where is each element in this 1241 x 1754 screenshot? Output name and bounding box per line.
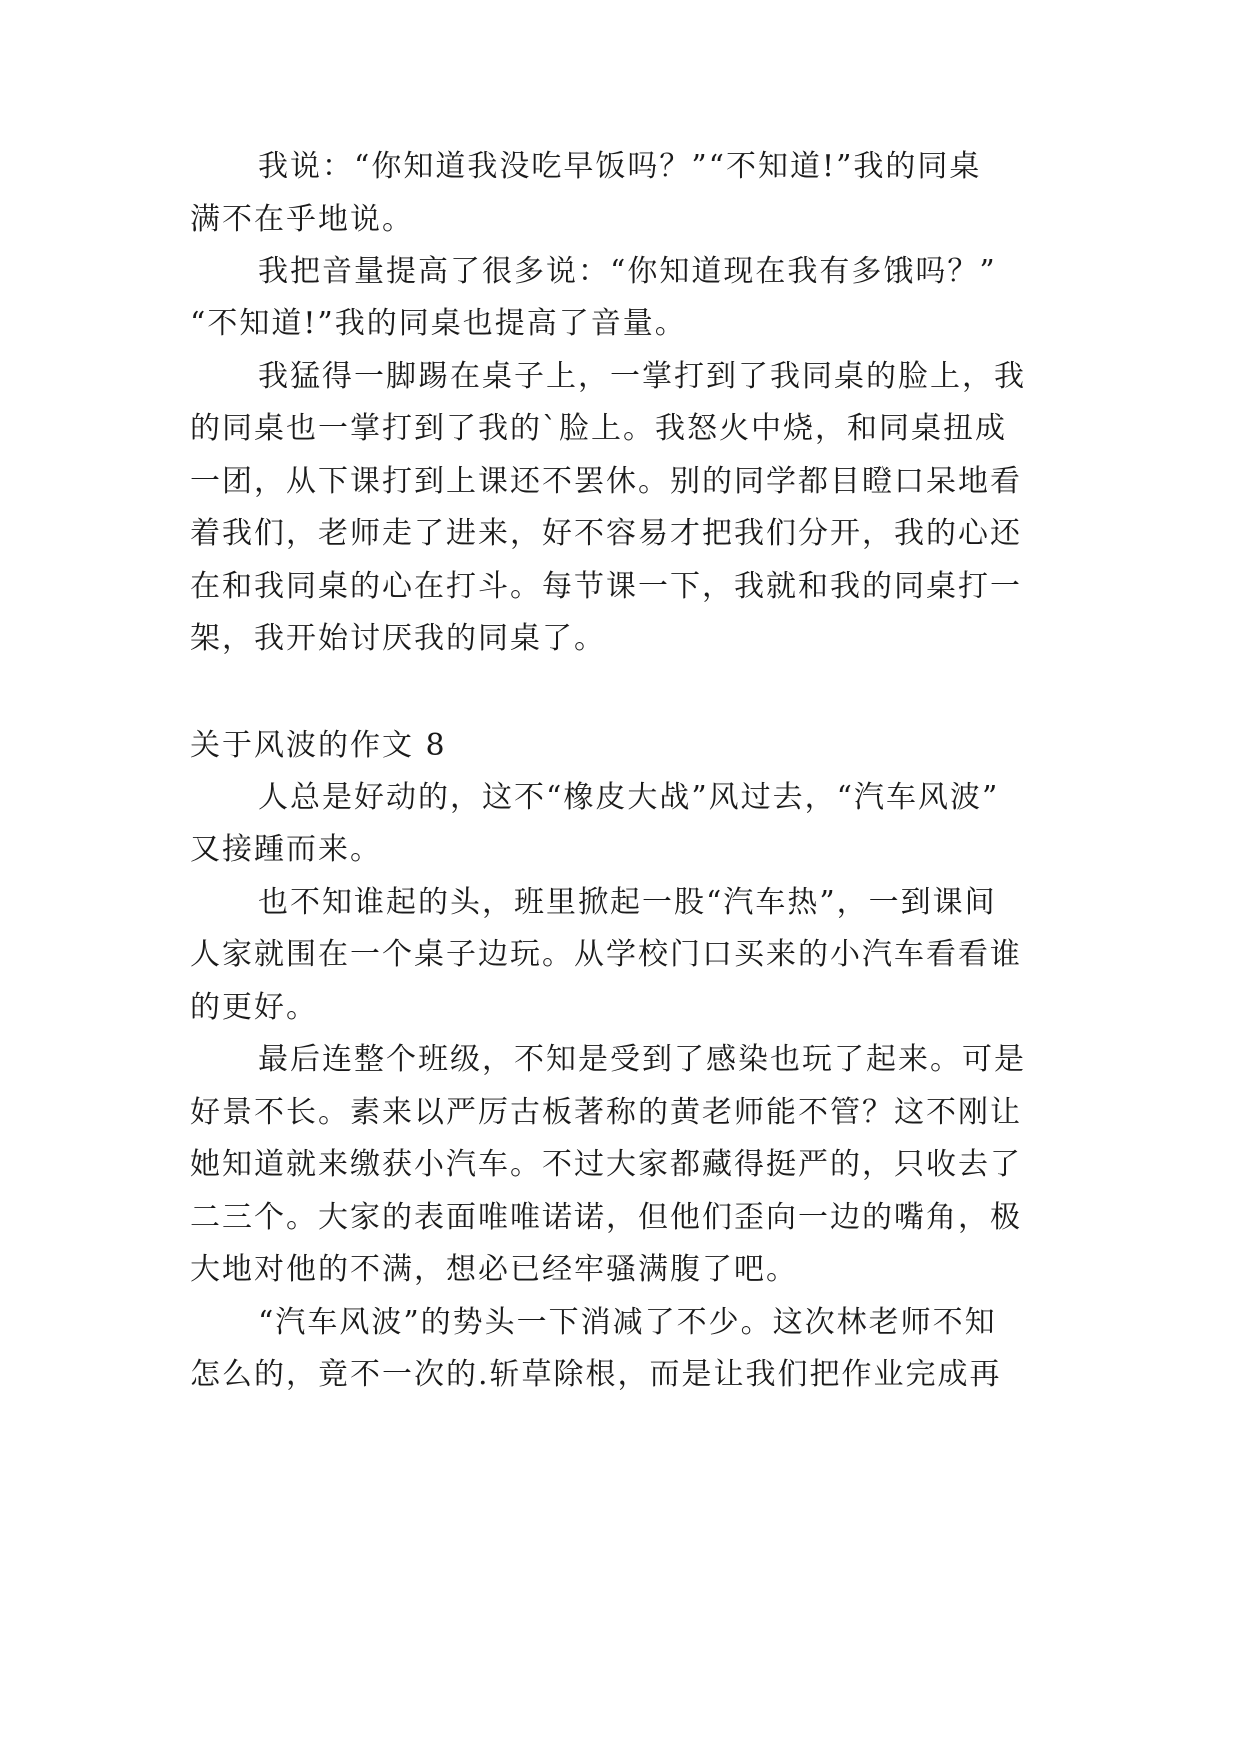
section-heading: 关于风波的作文 8 <box>190 728 447 763</box>
text-line: 一团，从下课打到上课还不罢休。别的同学都目瞪口呆地看 <box>190 464 1022 499</box>
text-line: 好景不长。素来以严厉古板著称的黄老师能不管？这不刚让 <box>190 1095 1022 1130</box>
text-line: 架，我开始讨厌我的同桌了。 <box>190 621 606 656</box>
text-line: “不知道!”我的同桌也提高了音量。 <box>190 306 687 341</box>
text-line: 的同桌也一掌打到了我的`脸上。我怒火中烧，和同桌扭成 <box>190 411 1007 446</box>
text-line: 满不在乎地说。 <box>190 202 414 237</box>
text-line: 怎么的，竟不一次的.斩草除根，而是让我们把作业完成再 <box>190 1357 1002 1392</box>
text-line: 着我们，老师走了进来，好不容易才把我们分开，我的心还 <box>190 516 1022 551</box>
text-line: 的更好。 <box>190 990 318 1025</box>
text-line: 大地对他的不满，想必已经牢骚满腹了吧。 <box>190 1252 798 1287</box>
text-line: 二三个。大家的表面唯唯诺诺，但他们歪向一边的嘴角，极 <box>190 1200 1022 1235</box>
text-line: 在和我同桌的心在打斗。每节课一下，我就和我的同桌打一 <box>190 569 1022 604</box>
text-line: 人家就围在一个桌子边玩。从学校门口买来的小汽车看看谁 <box>190 937 1022 972</box>
text-line: 我把音量提高了很多说：“你知道现在我有多饿吗？” <box>258 254 997 289</box>
text-line: 我说：“你知道我没吃早饭吗？”“不知道!”我的同桌 <box>258 149 982 184</box>
text-line: 我猛得一脚踢在桌子上，一掌打到了我同桌的脸上，我 <box>258 359 1026 394</box>
text-line: “汽车风波”的势头一下消减了不少。这次林老师不知 <box>258 1305 997 1340</box>
text-line: 人总是好动的，这不“橡皮大战”风过去，“汽车风波” <box>258 780 1000 815</box>
text-line: 她知道就来缴获小汽车。不过大家都藏得挺严的，只收去了 <box>190 1147 1022 1182</box>
text-line: 又接踵而来。 <box>190 832 382 867</box>
text-line: 也不知谁起的头，班里掀起一股“汽车热”，一到课间 <box>258 885 997 920</box>
text-line: 最后连整个班级，不知是受到了感染也玩了起来。可是 <box>258 1042 1026 1077</box>
